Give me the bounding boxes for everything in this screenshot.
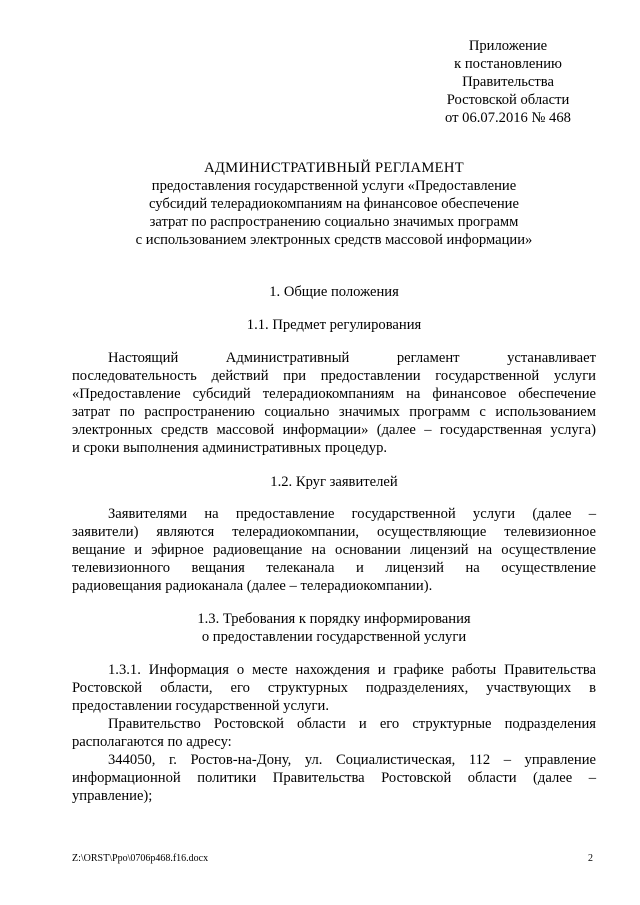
paragraph-line: предоставлении государственной услуги. <box>72 698 329 714</box>
paragraph-line: затрат по распространению социально значимых программ с использованием <box>72 404 596 420</box>
section-heading-line: о предоставлении государственной услуги <box>201 629 467 645</box>
paragraph-line: Заявителями на предоставление государственной услуги (далее – <box>108 506 596 522</box>
paragraph-line: 1.3.1. Информация о месте нахождения и графике работы Правительства <box>108 662 596 678</box>
appendix-header <box>418 37 598 127</box>
paragraph-line: Настоящий Административный регламент устанавливает <box>108 350 596 366</box>
paragraph-line: электронных средств массовой информации» (далее – государственная услуга) <box>72 422 596 438</box>
appendix-line: к постановлению <box>454 56 562 72</box>
title-line: затрат по распространению социально значимых программ <box>149 214 519 230</box>
appendix-line: от 06.07.2016 № 468 <box>445 110 571 126</box>
section-1-3-paragraph-3 <box>72 751 596 805</box>
appendix-line: Приложение <box>468 38 548 54</box>
section-1-heading <box>72 283 596 301</box>
paragraph-line: заявители) являются телерадиокомпании, осуществляющие телевизионное <box>72 524 596 540</box>
section-1-3-paragraph-1 <box>72 661 596 715</box>
paragraph-line: радиовещания радиоканала (далее – телерадиокомпании). <box>72 578 433 594</box>
paragraph-line: «Предоставление субсидий телерадиокомпаниям на финансовое обеспечение <box>72 386 596 402</box>
section-heading: 1.1. Предмет регулирования <box>246 317 422 333</box>
paragraph-line: телевизионного вещания телеканала и лицензий на осуществление <box>72 560 596 576</box>
section-1-2-paragraph <box>72 505 596 595</box>
paragraph-line: управление); <box>72 788 153 804</box>
section-1-2-heading <box>72 473 596 491</box>
title-heading: АДМИНИСТРАТИВНЫЙ РЕГЛАМЕНТ <box>204 160 464 176</box>
section-1-3-heading <box>72 610 596 646</box>
section-1-3-paragraph-2 <box>72 715 596 751</box>
paragraph-line: вещание и эфирное радиовещание на основании лицензий на осуществление <box>72 542 596 558</box>
title-line: с использованием электронных средств массовой информации» <box>135 232 533 248</box>
paragraph-line: последовательность действий при предоставлении государственной услуги <box>72 368 596 384</box>
appendix-line: Ростовской области <box>446 92 570 108</box>
section-heading: 1. Общие положения <box>269 284 399 300</box>
section-1-1-heading <box>72 316 596 334</box>
paragraph-line: и сроки выполнения административных процедур. <box>72 440 388 456</box>
page-number: 2 <box>588 853 593 864</box>
footer-file-path: Z:\ORST\Ppo\0706p468.f16.docx <box>72 853 209 864</box>
paragraph-line: Ростовской области, его структурных подразделениях, участвующих в <box>72 680 596 696</box>
document-title <box>72 159 596 249</box>
section-heading: 1.2. Круг заявителей <box>270 474 398 490</box>
title-line: субсидий телерадиокомпаниям на финансовое обеспечение <box>149 196 519 212</box>
paragraph-line: 344050, г. Ростов-на-Дону, ул. Социалистическая, 112 – управление <box>108 752 596 768</box>
paragraph-line: Правительство Ростовской области и его структурные подразделения <box>108 716 596 732</box>
paragraph-line: располагаются по адресу: <box>72 734 232 750</box>
paragraph-line: информационной политики Правительства Ростовской области (далее – <box>72 770 596 786</box>
appendix-line: Правительства <box>462 74 554 90</box>
section-heading-line: 1.3. Требования к порядку информирования <box>197 611 471 627</box>
section-1-1-paragraph <box>72 349 596 457</box>
title-line: предоставления государственной услуги «Предоставление <box>151 178 517 194</box>
